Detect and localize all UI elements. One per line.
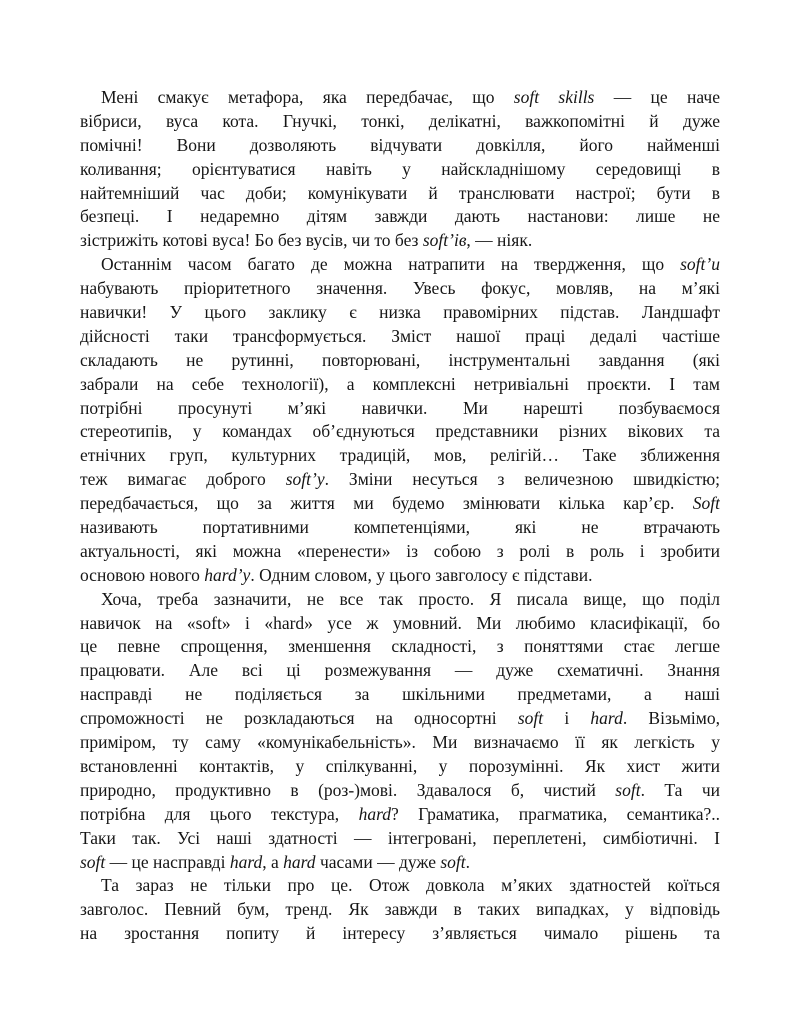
text-run: на зростання попиту й інтересу з’являється чимало рішень та xyxy=(80,923,720,944)
text-run: коливання; орієнтуватися навіть у найскладнішому середовищі в xyxy=(80,158,720,179)
text-run: Мені смакує метафора, яка передбачає, що xyxy=(101,87,514,107)
text-line xyxy=(80,898,720,922)
text-run: завголос. Певний бум, тренд. Як завжди в таких випадках, у відповідь xyxy=(80,899,720,920)
text-run: Останнім часом багато де можна натрапити на твердження, що xyxy=(101,254,681,275)
text-run: Таки так. Усі наші здатності — інтегровані, переплетені, симбіотичні. І xyxy=(80,827,720,848)
italic-text-run: hard xyxy=(358,803,391,824)
italic-text-run: soft’у xyxy=(285,469,325,490)
text-line xyxy=(80,182,720,206)
text-line xyxy=(80,827,720,851)
text-line xyxy=(80,277,720,301)
text-line xyxy=(80,444,720,468)
text-line xyxy=(80,803,720,827)
italic-text-run: hard xyxy=(590,708,623,729)
text-line xyxy=(80,874,720,898)
text-run: працювати. Але всі ці розмежування — дуже схематичні. Знання xyxy=(80,660,720,681)
text-line xyxy=(80,635,720,659)
text-line xyxy=(80,205,720,229)
text-line xyxy=(80,301,720,325)
text-line xyxy=(80,731,720,755)
text-run: забрали на себе технології), а комплексні нетривіальні проєкти. І там xyxy=(80,373,720,394)
text-line xyxy=(80,922,720,946)
text-run: Хоча, треба зазначити, не все так просто. Я писала вище, що поділ xyxy=(101,588,720,609)
italic-text-run: soft xyxy=(615,779,641,800)
text-run: дійсності таки трансформується. Зміст нашої праці дедалі частіше xyxy=(80,325,720,346)
text-line xyxy=(80,158,720,182)
text-line xyxy=(80,134,720,158)
text-line xyxy=(80,612,720,636)
text-line xyxy=(80,373,720,397)
italic-text-run: hard’у xyxy=(204,564,251,585)
text-run: ? Граматика, прагматика, семантика?.. xyxy=(390,803,720,824)
text-line xyxy=(80,468,720,492)
text-run: . xyxy=(465,851,471,872)
text-run: складають не рутинні, повторювані, інструментальні завдання (які xyxy=(80,349,720,370)
text-line xyxy=(80,851,720,875)
italic-text-run: soft xyxy=(80,851,106,872)
text-run: основою нового xyxy=(80,564,205,585)
text-run: приміром, ту саму «комунікабельність». Ми визначаємо її як легкість у xyxy=(80,732,720,753)
text-run: актуальності, які можна «перенести» із собою з ролі в роль і зробити xyxy=(80,540,720,561)
text-run: . Одним словом, у цього завголосу є підстави. xyxy=(250,564,593,585)
text-run: часами — дуже xyxy=(315,851,441,872)
text-line xyxy=(80,86,720,110)
text-run: найтемніший час доби; комунікувати й транслювати настрої; бути в xyxy=(80,182,720,203)
text-run: — це насправді xyxy=(105,851,230,872)
text-line xyxy=(80,420,720,444)
italic-text-run: soft xyxy=(517,708,544,729)
text-line xyxy=(80,397,720,421)
italic-text-run: hard xyxy=(283,851,316,872)
text-run: . Візьмімо, xyxy=(622,708,720,729)
italic-text-run: hard xyxy=(229,851,263,872)
text-line xyxy=(80,707,720,731)
text-run: зістрижіть котові вуса! Бо без вусів, чи то без xyxy=(80,230,423,251)
text-line xyxy=(80,229,720,253)
text-run: . Та чи xyxy=(640,779,720,800)
text-run: навичок на «soft» і «hard» усе ж умовний. Ми любимо класифікації, бо xyxy=(80,612,720,633)
text-run: , а xyxy=(262,851,284,872)
text-run: навички! У цього заклику є низка правомірних підстав. Ландшафт xyxy=(80,302,720,323)
page-text xyxy=(80,86,720,946)
text-run: вібриси, вуса кота. Гнучкі, тонкі, делікатні, важкопомітні й дуже xyxy=(80,110,720,131)
text-line xyxy=(80,110,720,134)
text-line xyxy=(80,325,720,349)
text-run: потрібні просунуті м’які навички. Ми нарешті позбуваємося xyxy=(80,397,720,418)
text-run: називають портативними компетенціями, які не втрачають xyxy=(80,517,720,538)
text-run: встановленні контактів, у спілкуванні, у порозумінні. Як хист жити xyxy=(80,755,720,776)
text-run: передбачається, що за життя ми будемо змінювати кілька кар’єр. xyxy=(80,493,693,514)
text-line xyxy=(80,349,720,373)
text-line xyxy=(80,779,720,803)
italic-text-run: soft’ів xyxy=(422,230,467,251)
italic-text-run: Soft xyxy=(692,493,720,514)
text-line xyxy=(80,564,720,588)
text-run: і xyxy=(543,708,591,729)
text-run: , — ніяк. xyxy=(466,230,533,251)
text-line xyxy=(80,588,720,612)
text-run: Та зараз не тільки про це. Отож довкола м’яких здатностей коїться xyxy=(101,875,720,896)
text-line xyxy=(80,516,720,540)
text-run: безпеці. І недаремно дітям завжди дають настанови: лише не xyxy=(80,206,720,227)
text-run: насправді не поділяється за шкільними предметами, а наші xyxy=(80,684,720,705)
text-line xyxy=(80,683,720,707)
text-line xyxy=(80,755,720,779)
text-line xyxy=(80,659,720,683)
text-line xyxy=(80,540,720,564)
text-line xyxy=(80,253,720,277)
text-run: стереотипів, у командах об’єднуються представники різних вікових та xyxy=(80,421,720,442)
text-run: потрібна для цього текстура, xyxy=(80,803,359,824)
italic-text-run: soft’и xyxy=(680,254,720,275)
text-line xyxy=(80,492,720,516)
text-run: . Зміни несуться з величезною швидкістю; xyxy=(324,469,720,490)
text-run: помічні! Вони дозволяють відчувати довкілля, його найменші xyxy=(80,134,720,155)
italic-text-run: soft skills xyxy=(513,87,595,107)
italic-text-run: soft xyxy=(440,851,466,872)
text-run: теж вимагає доброго xyxy=(80,469,286,490)
text-run: етнічних груп, культурних традицій, мов, релігій… Таке зближення xyxy=(80,445,720,466)
text-run: — це наче xyxy=(594,87,720,107)
text-run: спроможності не розкладаються на односортні xyxy=(80,708,518,729)
text-run: природно, продуктивно в (роз-)мові. Здавалося б, чистий xyxy=(80,779,616,800)
text-run: набувають пріоритетного значення. Увесь фокус, мовляв, на м’які xyxy=(80,278,720,299)
text-run: це певне спрощення, зменшення складності, з поняттями стає легше xyxy=(80,636,720,657)
